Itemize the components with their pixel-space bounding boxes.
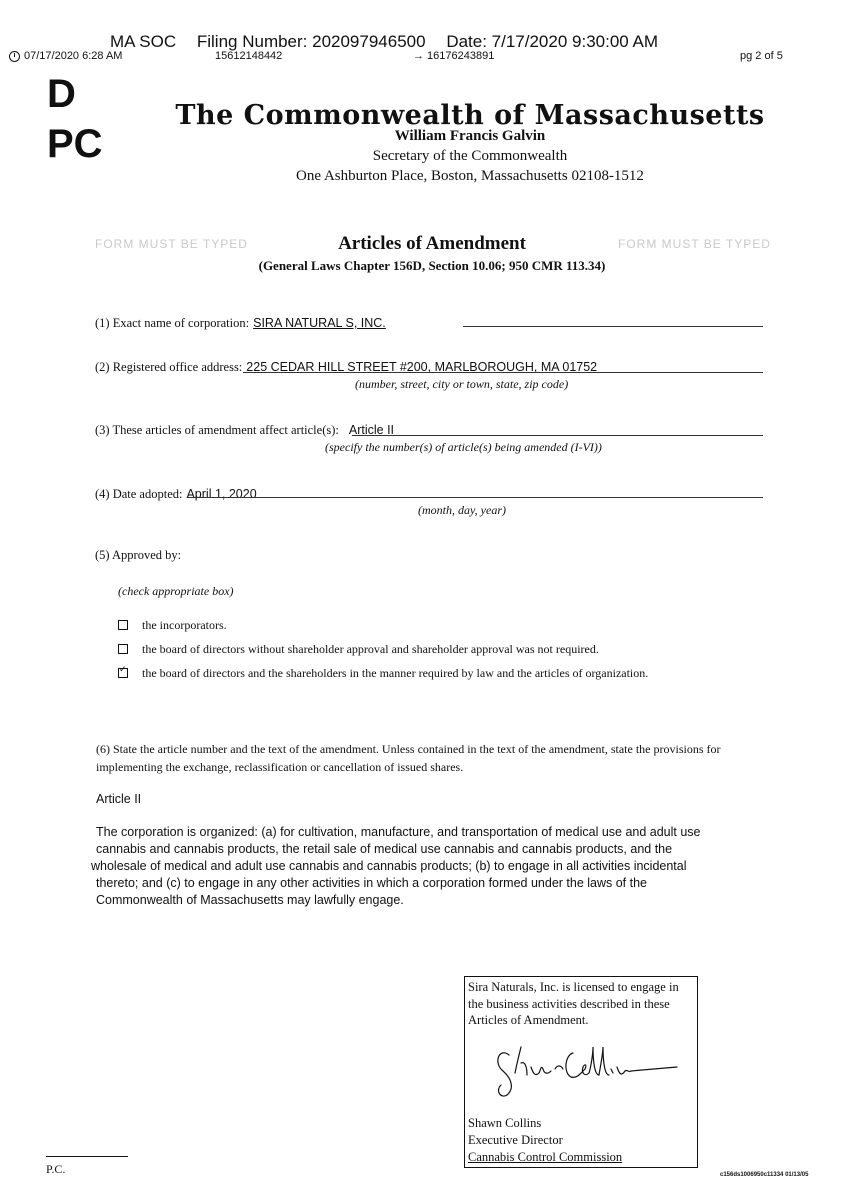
field-1-label: (1) Exact name of corporation: [95, 316, 250, 330]
option-2-label: the board of directors without shareholder approval and shareholder approval was not required. [142, 642, 599, 656]
field-2-hint: (number, street, city or town, state, zip code) [355, 377, 569, 391]
checkbox-board-without-shareholders[interactable] [118, 644, 128, 654]
license-line-3: Articles of Amendment. [468, 1013, 589, 1027]
stamp-code-pc: PC [47, 122, 103, 166]
option-incorporators[interactable] [118, 618, 227, 633]
field-2-value: 225 CEDAR HILL STREET #200, MARLBOROUGH, MA 01752 [246, 360, 598, 374]
field-3-value: Article II [348, 423, 395, 437]
field-1-line [463, 326, 763, 327]
option-board-without-shareholders[interactable] [118, 642, 599, 657]
option-3-label: the board of directors and the shareholders in the manner required by law and the articles of organization. [142, 666, 649, 680]
fax-date: Date: 7/17/2020 9:30:00 AM [446, 32, 659, 51]
license-box [464, 976, 698, 1168]
field-articles-affected [95, 421, 394, 439]
letterhead-name: William Francis Galvin [394, 128, 546, 144]
field-5-label: (5) Approved by: [95, 548, 182, 562]
form-must-be-typed-right: FORM MUST BE TYPED [618, 237, 771, 251]
fax-header [110, 32, 674, 52]
field-3-label: (3) These articles of amendment affect article(s): [95, 423, 339, 437]
checkbox-board-and-shareholders[interactable] [118, 668, 128, 678]
option-board-and-shareholders[interactable] [118, 666, 648, 681]
amendment-line-4: thereto; and (c) to engage in any other activities in which a corporation formed under the laws of the [96, 876, 648, 890]
fax-agency: MA SOC [110, 32, 177, 51]
fax-received [9, 50, 122, 62]
license-signer-title: Executive Director [468, 1133, 563, 1147]
field-1-value: SIRA NATURAL S, INC. [253, 316, 386, 330]
amendment-line-3: wholesale of medical and adult use cannabis and cannabis products; (b) to engage in all activities incidental [91, 859, 687, 873]
field-date-adopted [95, 485, 257, 503]
field-5-hint: (check appropriate box) [118, 584, 234, 598]
letterhead-title: The Commonwealth of Massachusetts [175, 100, 765, 131]
field-corporation-name [95, 314, 386, 332]
field-3-line [352, 435, 763, 436]
signature-image [481, 1033, 681, 1103]
letterhead-office: Secretary of the Commonwealth [372, 148, 568, 164]
license-line-1: Sira Naturals, Inc. is licensed to engage in [468, 980, 679, 994]
letterhead-address: One Ashburton Place, Boston, Massachusetts 02108-1512 [296, 168, 644, 184]
fax-to-number: → 16176243891 [413, 50, 495, 62]
field-3-hint: (specify the number(s) of article(s) being amended (I-VI)) [325, 440, 602, 454]
field-office-address [95, 358, 597, 376]
footer-divider [46, 1156, 128, 1157]
amendment-line-5: Commonwealth of Massachusetts may lawfully engage. [96, 893, 404, 907]
field-4-label: (4) Date adopted: [95, 487, 183, 501]
option-1-label: the incorporators. [142, 618, 227, 632]
fax-page-number: pg 2 of 5 [740, 50, 783, 62]
field-4-value: April 1, 2020 [186, 487, 257, 501]
checkbox-incorporators[interactable] [118, 620, 128, 630]
amendment-line-2: cannabis and cannabis products, the retail sale of medical use cannabis and cannabis products, and the [96, 842, 673, 856]
field-6-label: (6) State the article number and the text of the amendment. Unless contained in the text of the amendment, state the provisions for implementing the exchange, reclassification or cancellation of issued shares. [96, 742, 721, 774]
form-subtitle: (General Laws Chapter 156D, Section 10.06; 950 CMR 113.34) [258, 258, 606, 273]
license-line-2: the business activities described in these [468, 996, 670, 1011]
fax-filing-number: Filing Number: 202097946500 [196, 32, 426, 51]
form-must-be-typed-left: FORM MUST BE TYPED [95, 237, 248, 251]
license-signer: Shawn Collins [468, 1116, 542, 1130]
footer-initials: P.C. [46, 1162, 66, 1176]
stamp-code-d: D [47, 72, 76, 116]
amendment-heading: Article II [96, 792, 142, 806]
fax-from-number: 15612148442 [215, 50, 283, 62]
footer-doc-code: c156ds1006950c11334 01/13/05 [720, 1172, 809, 1178]
form-title: Articles of Amendment [338, 233, 526, 254]
field-2-label: (2) Registered office address: [95, 360, 243, 374]
license-signer-org: Cannabis Control Commission [468, 1150, 623, 1164]
fax-received-time: 07/17/2020 6:28 AM [24, 50, 123, 62]
clock-icon [9, 51, 20, 62]
field-4-hint: (month, day, year) [418, 503, 506, 517]
amendment-line-1: The corporation is organized: (a) for cultivation, manufacture, and transportation of medical use and adult use [96, 825, 701, 839]
field-4-line [188, 497, 763, 498]
field-2-line [243, 372, 763, 373]
